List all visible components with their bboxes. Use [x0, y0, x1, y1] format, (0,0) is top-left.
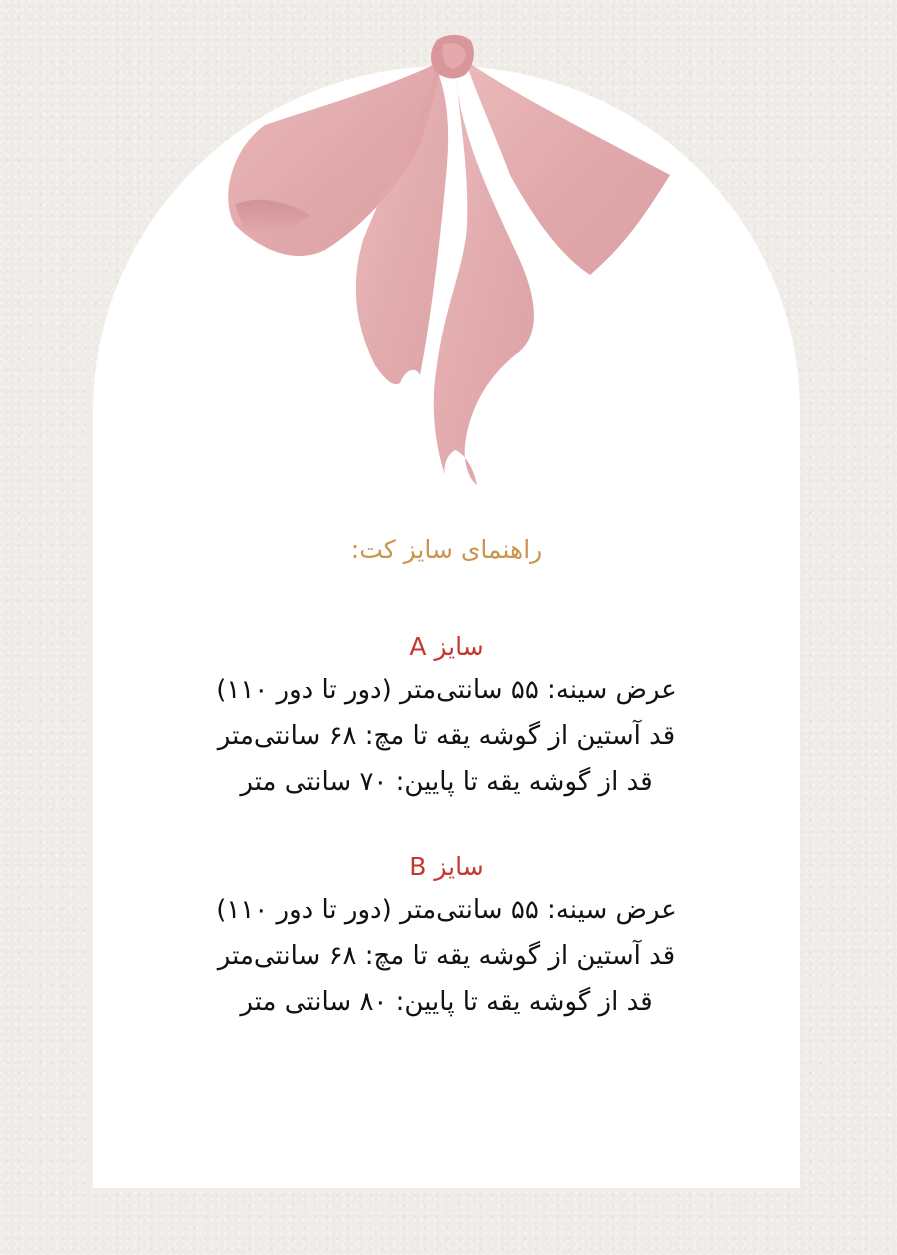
- ribbon-bow-icon: [215, 25, 685, 490]
- size-line-length: قد از گوشه یقه تا پایین: ۷۰ سانتی متر: [240, 767, 653, 797]
- size-line-sleeve: قد آستین از گوشه یقه تا مچ: ۶۸ سانتی‌متر: [217, 721, 676, 751]
- size-name: سایز B: [409, 852, 484, 881]
- size-line-sleeve: قد آستین از گوشه یقه تا مچ: ۶۸ سانتی‌متر: [217, 941, 676, 971]
- size-block-b: [93, 847, 800, 1025]
- size-line-length: قد از گوشه یقه تا پایین: ۸۰ سانتی متر: [240, 987, 653, 1017]
- size-name: سایز A: [409, 632, 484, 661]
- guide-title: راهنمای سایز کت:: [350, 535, 543, 564]
- size-line-chest: عرض سینه: ۵۵ سانتی‌متر (دور تا دور ۱۱۰): [216, 675, 677, 705]
- size-guide: [93, 525, 800, 1067]
- size-line-chest: عرض سینه: ۵۵ سانتی‌متر (دور تا دور ۱۱۰): [216, 895, 677, 925]
- size-block-a: [93, 627, 800, 805]
